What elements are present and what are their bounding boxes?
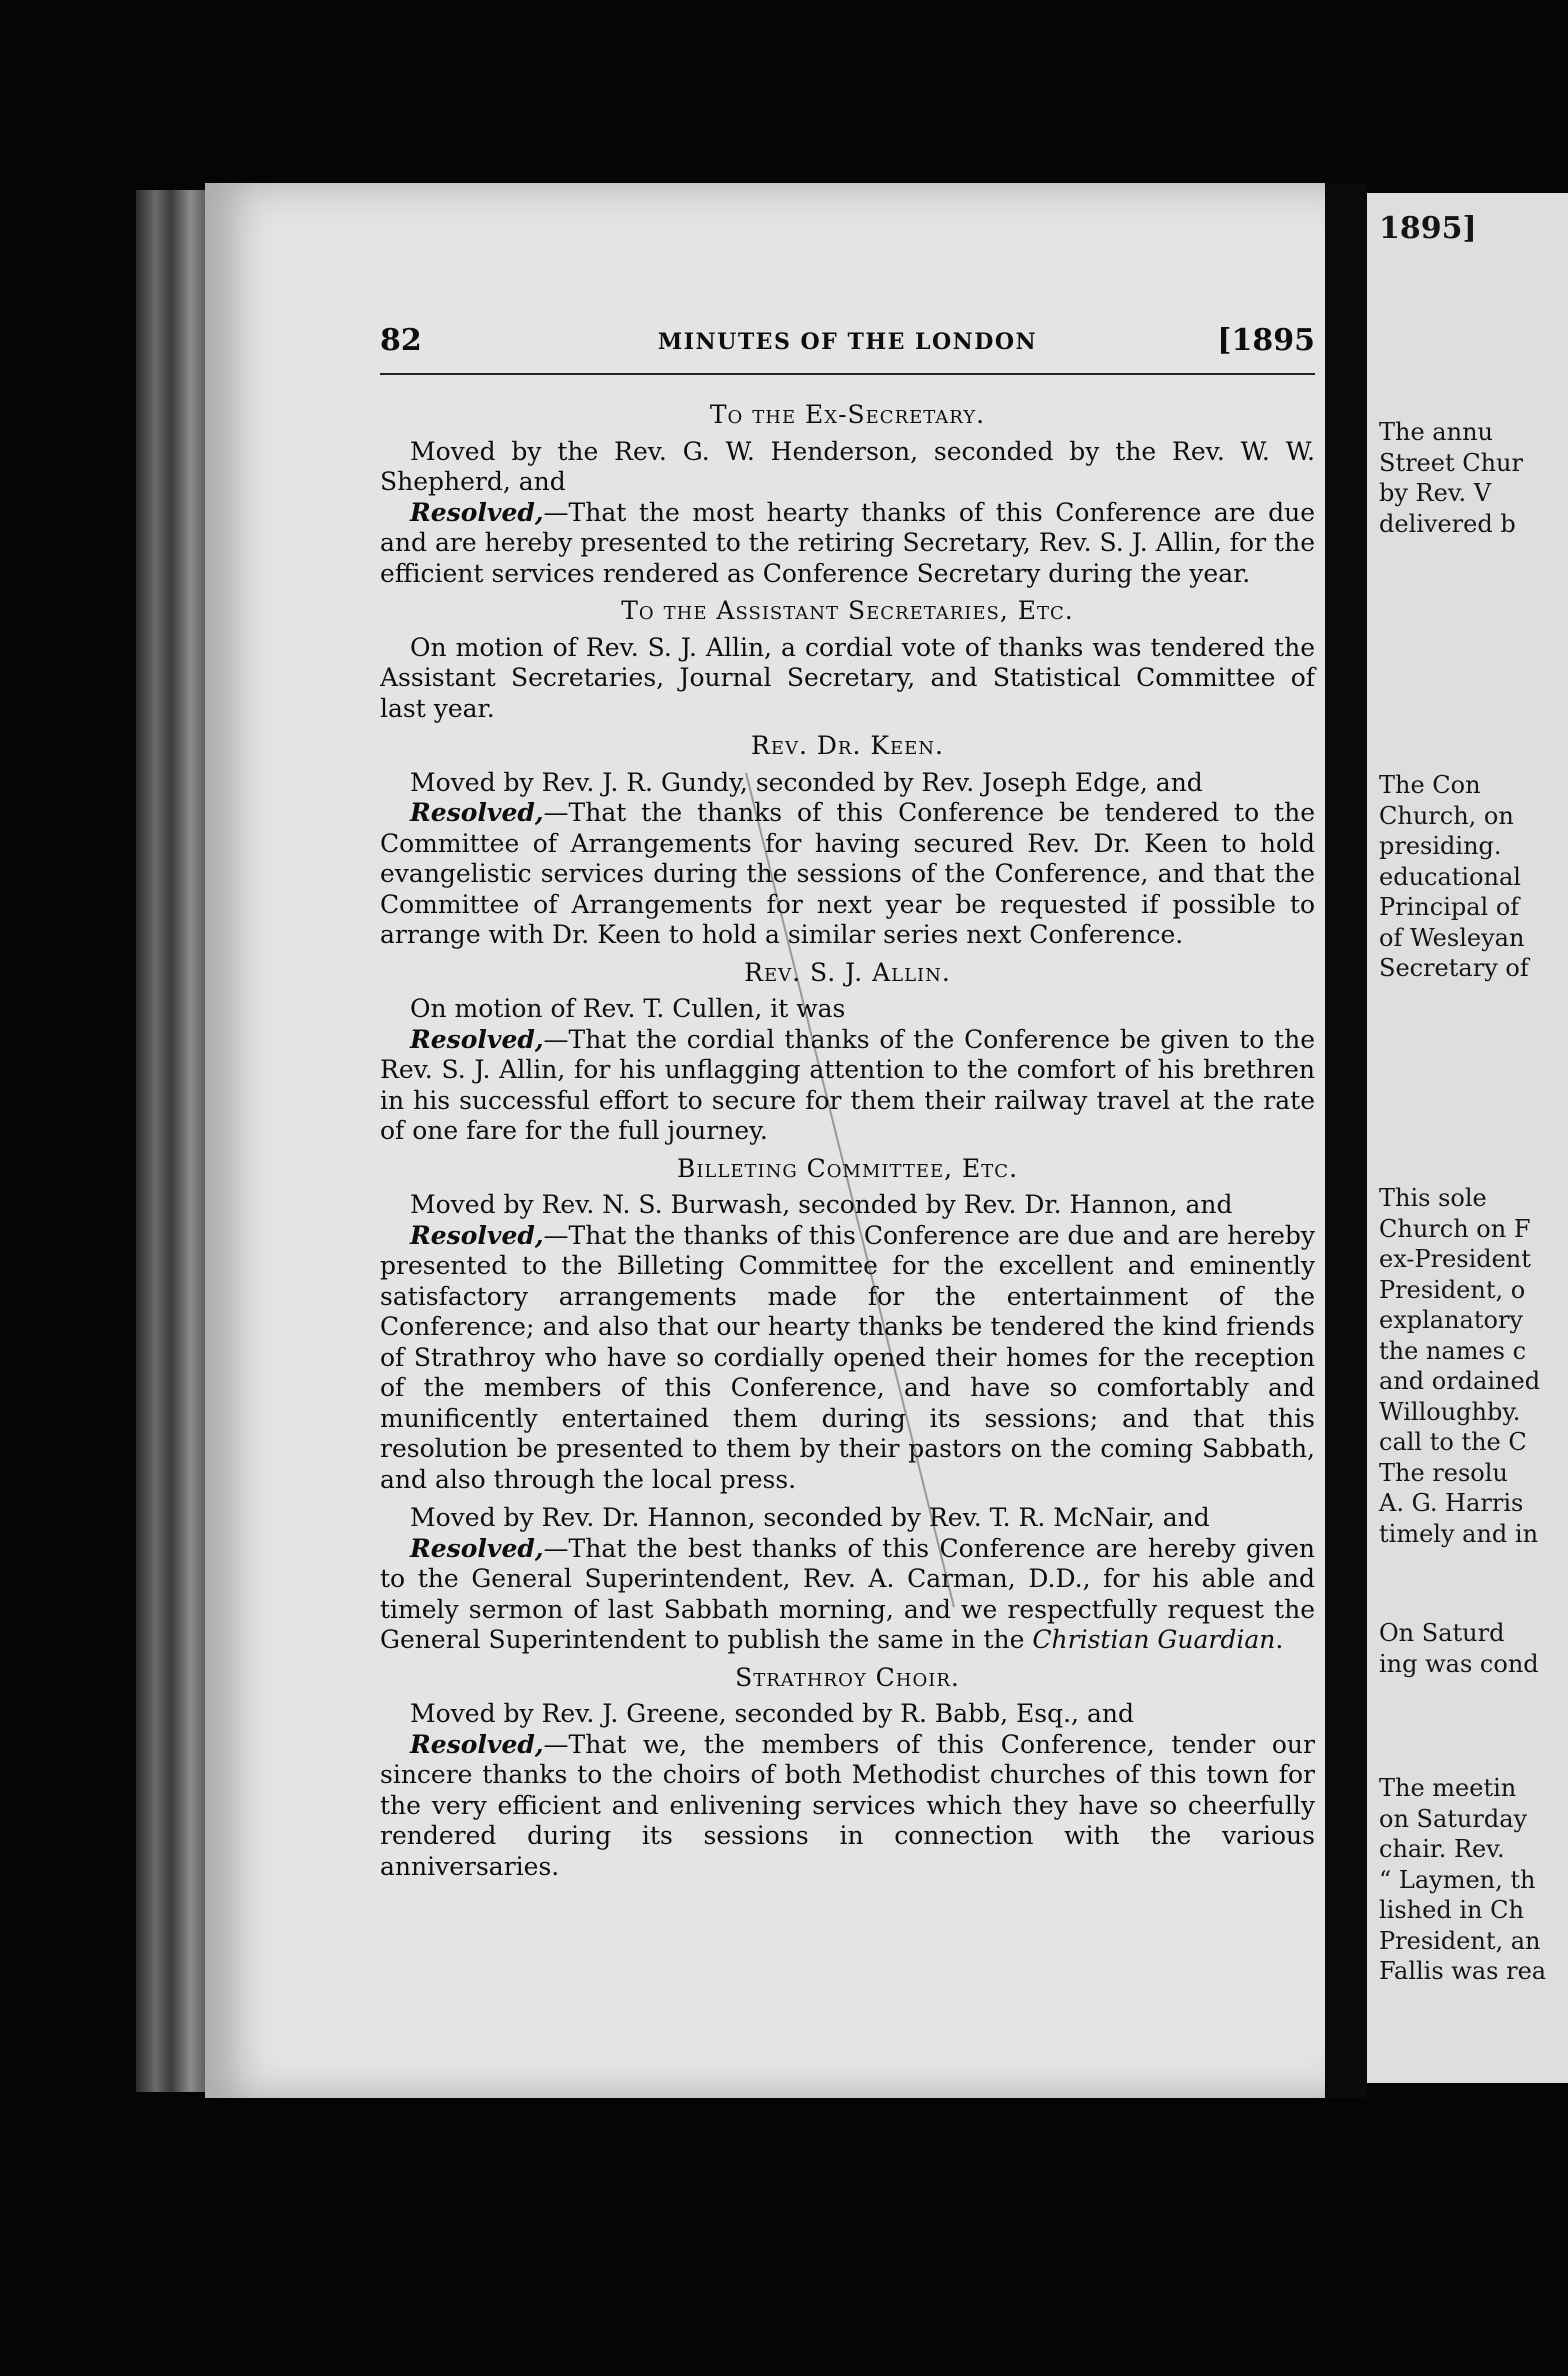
- section-heading: To the Assistant Secretaries, Etc.: [621, 596, 1074, 625]
- page-body: [380, 393, 1315, 1882]
- right-page-line: of Wesleyan: [1379, 923, 1525, 952]
- paragraph-text: Moved by Rev. Dr. Hannon, seconded by Rev. T. R. McNair, and: [410, 1503, 1210, 1532]
- right-page-fragment: [1379, 770, 1529, 984]
- right-page-fragment: [1379, 417, 1523, 539]
- right-page-line: call to the C: [1379, 1428, 1527, 1456]
- resolution-paragraph: [380, 1025, 1315, 1147]
- right-page-line: President, o: [1379, 1275, 1526, 1304]
- right-page-line: The Con: [1379, 771, 1481, 799]
- paragraph-text: —That the most hearty thanks of this Conference are due and are hereby presented to the retiring Secretary, Rev. S. J. Allin, for the efficient services rendered as Conference Secretary during the year.: [380, 497, 1315, 588]
- right-page-line: delivered b: [1379, 509, 1516, 538]
- section-heading: Rev. S. J. Allin.: [744, 957, 951, 987]
- motion-paragraph: [380, 1190, 1315, 1221]
- motion-paragraph: [380, 633, 1315, 725]
- paragraph-text: —That we, the members of this Conference, tender our sincere thanks to the choirs of both Methodist churches of this town for the very efficient and enlivening services which they have so cheerfully rendered during its sessions in connection with the various anniversaries.: [380, 1729, 1315, 1881]
- right-page-line: Fallis was rea: [1379, 1957, 1547, 1985]
- motion-paragraph: [380, 768, 1315, 799]
- right-page: [1367, 193, 1568, 2083]
- paragraph-text: On motion of Rev. T. Cullen, it was: [410, 994, 846, 1023]
- resolved-label: Resolved,: [410, 1024, 544, 1054]
- right-page-line: This sole: [1379, 1184, 1487, 1212]
- resolution-paragraph: [380, 1730, 1315, 1883]
- resolution-paragraph: [380, 1534, 1315, 1656]
- right-page-line: The resolu: [1379, 1458, 1508, 1487]
- section-heading: To the Ex-Secretary.: [709, 400, 986, 429]
- right-page-line: timely and in: [1379, 1519, 1539, 1548]
- right-page-line: Church, on: [1379, 801, 1514, 830]
- right-page-line: On Saturd: [1379, 1619, 1505, 1647]
- resolved-label: Resolved,: [410, 497, 544, 527]
- paragraph-text: On motion of Rev. S. J. Allin, a cordial vote of thanks was tendered the Assistant Secretaries, Journal Secretary, and Statistical Committee of last year.: [380, 632, 1315, 723]
- paragraph-text: —That the thanks of this Conference are due and are hereby presented to the Billeting Committee for the excellent and eminently satisfactory arrangements made for the entertainment of the Conference; and also that our hearty thanks be tendered the kind friends of Strathroy who have so cordially opened their homes for the reception of the members of this Conference, and have so comfortably and munificently entertained them during its sessions; and that this resolution be presented to them by their pastors on the coming Sabbath, and also through the local press.: [380, 1220, 1315, 1494]
- right-page-line: on Saturday: [1379, 1804, 1528, 1833]
- running-year: [1895: [1217, 323, 1315, 358]
- paragraph-end: .: [1275, 1625, 1284, 1654]
- resolved-label: Resolved,: [410, 798, 544, 827]
- right-page-line: The annu: [1379, 418, 1493, 446]
- right-page-year: 1895]: [1379, 211, 1477, 246]
- right-page-line: ex-President: [1379, 1245, 1531, 1273]
- section-heading: Rev. Dr. Keen.: [751, 731, 944, 760]
- right-page-line: ing was cond: [1379, 1649, 1539, 1678]
- paragraph-text: Moved by Rev. N. S. Burwash, seconded by Rev. Dr. Hannon, and: [410, 1190, 1233, 1219]
- running-head: [380, 323, 1315, 375]
- resolution-paragraph: [380, 1221, 1315, 1496]
- paragraph-text: —That the best thanks of this Conference are hereby given to the General Superintendent, Rev. A. Carman, D.D., for his able and timely sermon of last Sabbath morning, and we respectfully request the General Superintendent to publish the same in the: [380, 1533, 1315, 1654]
- resolved-label: Resolved,: [410, 1729, 544, 1759]
- book-edge: [136, 190, 214, 2092]
- right-page-line: explanatory: [1379, 1306, 1523, 1334]
- right-page-line: the names c: [1379, 1336, 1527, 1365]
- right-page-line: Willoughby.: [1379, 1397, 1521, 1426]
- right-page-fragment: [1379, 1618, 1539, 1679]
- resolved-label: Resolved,: [410, 1220, 544, 1250]
- motion-paragraph: [380, 437, 1315, 498]
- right-page-line: A. G. Harris: [1379, 1489, 1524, 1517]
- page-number: 82: [380, 323, 422, 358]
- resolved-label: Resolved,: [410, 1533, 544, 1563]
- right-page-line: “ Laymen, th: [1379, 1865, 1536, 1894]
- paragraph-text: —That the thanks of this Conference be tendered to the Committee of Arrangements for having secured Rev. Dr. Keen to hold evangelistic services during the sessions of the Conference, and that the Committee of Arrangements for next year be requested if possible to arrange with Dr. Keen to hold a similar series next Conference.: [380, 798, 1315, 949]
- right-page-fragment: [1379, 1773, 1546, 1987]
- resolution-paragraph: [380, 798, 1315, 951]
- paragraph-text: Moved by the Rev. G. W. Henderson, seconded by the Rev. W. W. Shepherd, and: [380, 436, 1315, 496]
- right-page-line: President, an: [1379, 1926, 1541, 1955]
- right-page-line: The meetin: [1379, 1774, 1517, 1802]
- right-page-fragment: [1379, 1183, 1540, 1549]
- right-page-line: Street Chur: [1379, 448, 1523, 477]
- right-page-line: chair. Rev.: [1379, 1835, 1505, 1863]
- right-page-line: lished in Ch: [1379, 1896, 1524, 1924]
- right-page-line: educational: [1379, 862, 1521, 891]
- publication-title: Christian Guardian: [1032, 1625, 1276, 1654]
- paragraph-text: Moved by Rev. J. Greene, seconded by R. Babb, Esq., and: [410, 1699, 1134, 1728]
- paragraph-text: Moved by Rev. J. R. Gundy, seconded by Rev. Joseph Edge, and: [410, 767, 1203, 797]
- right-page-line: Secretary of: [1379, 954, 1529, 982]
- right-page-line: and ordained: [1379, 1367, 1541, 1395]
- motion-paragraph: [380, 1503, 1315, 1534]
- section-heading: Billeting Committee, Etc.: [676, 1153, 1019, 1183]
- resolution-paragraph: [380, 498, 1315, 590]
- right-page-line: Church on F: [1379, 1214, 1531, 1243]
- motion-paragraph: [380, 1699, 1315, 1730]
- paragraph-text: —That the cordial thanks of the Conference be given to the Rev. S. J. Allin, for his unflagging attention to the comfort of his brethren in his successful effort to secure for them their railway travel at the rate of one fare for the full journey.: [380, 1024, 1315, 1145]
- section-heading: Strathroy Choir.: [735, 1662, 960, 1692]
- left-page: [205, 183, 1325, 2098]
- right-page-line: by Rev. V: [1379, 479, 1492, 507]
- motion-paragraph: [380, 994, 1315, 1025]
- gutter: [1325, 183, 1367, 2098]
- right-page-line: Principal of: [1379, 893, 1520, 921]
- running-title: MINUTES OF THE LONDON: [657, 329, 1038, 355]
- right-page-line: presiding.: [1379, 832, 1502, 860]
